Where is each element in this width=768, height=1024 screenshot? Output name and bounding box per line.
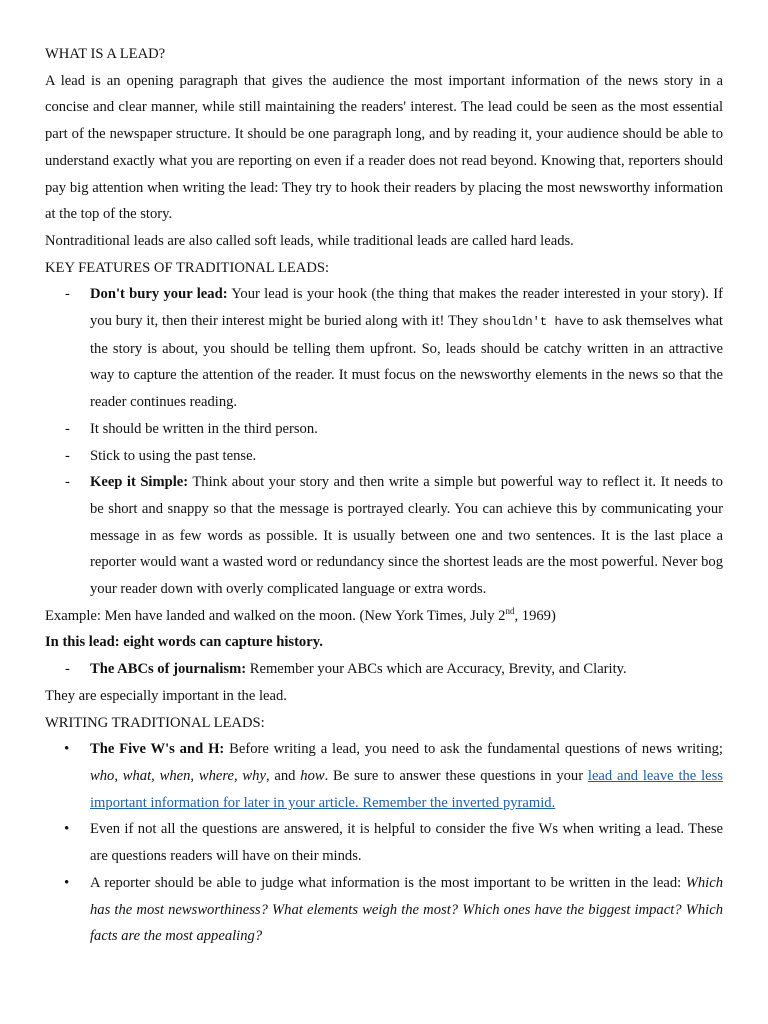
dash-marker: - (65, 661, 70, 678)
dash-marker: - (65, 474, 70, 491)
dash-marker: - (65, 420, 70, 437)
bullet-marker: • (64, 821, 70, 838)
bullet-marker: • (64, 874, 70, 891)
italic-questions: Which has the most newsworthiness? What elements weigh the most? Which ones have the biggest impact? Which facts are the most appealing? (90, 874, 723, 945)
item-text: Before writing a lead, you need to ask the fundamental questions of news writing; (224, 741, 723, 758)
item-bold-label: Keep it Simple: (90, 474, 189, 491)
inverted-pyramid-link[interactable]: lead and leave the less important information for later in your article. Remember the inverted pyramid. (90, 767, 723, 811)
dash-marker: - (65, 447, 70, 464)
heading-key-features: KEY FEATURES OF TRADITIONAL LEADS: (45, 259, 330, 276)
italic-questions: who, what, when, where, why (90, 767, 266, 784)
item-text: Stick to using the past tense. (90, 447, 257, 464)
list-item-abcs (45, 656, 723, 683)
list-item-dont-bury (45, 281, 723, 416)
dash-marker: - (65, 286, 70, 303)
monospace-phrase: shouldn't have (481, 315, 584, 330)
example-paragraph (45, 603, 723, 630)
example-text: Example: Men have landed and walked on the moon. (New York Times, July 2 (45, 607, 506, 624)
list-item-past-tense (45, 443, 723, 470)
bullet-item-five-ws (45, 736, 723, 816)
heading-writing-leads: WRITING TRADITIONAL LEADS: (45, 714, 265, 731)
bullet-marker: • (64, 741, 70, 758)
item-text: to ask themselves what the story is about, you should be telling them upfront. So, leads should be catchy written in an attractive way to capture the attention of the reader. It must focus on the newsworthy elements in the news so that the reader continues reading. (90, 313, 723, 411)
abcs-importance-paragraph: They are especially important in the lead. (45, 687, 287, 704)
item-text: Even if not all the questions are answered, it is helpful to consider the five Ws when writing a lead. These are questions readers will have on their minds. (90, 821, 723, 865)
item-text: Think about your story and then write a simple but powerful way to reflect it. It needs to be short and snappy so that the message is portrayed clearly. You can achieve this by communicating your message in as few words as possible. It is usually between one and two sentences. It is the last place a reporter would want a wasted word or redundancy since the shortest leads are the most powerful. Never bog your reader down with overly complicated language or extra words. (90, 474, 723, 598)
superscript-nd: nd (505, 605, 515, 616)
bullet-item-judge-importance (45, 870, 723, 950)
item-text: It should be written in the third person. (90, 420, 318, 437)
document-page (45, 41, 723, 950)
item-bold-label: The ABCs of journalism: (90, 661, 247, 678)
item-text: . Be sure to answer these questions in your (324, 767, 588, 784)
example-text-end: , 1969) (514, 607, 556, 624)
item-bold-label: Don't bury your lead: (90, 286, 228, 303)
bullet-item-five-ws-consider (45, 816, 723, 869)
item-text: Your lead is your hook (the thing that makes the reader interested in your story). If you bury it, then their interest might be buried along with it! They (90, 286, 723, 330)
bold-statement (45, 629, 723, 656)
list-item-keep-simple (45, 469, 723, 603)
italic-how: how (300, 767, 325, 784)
item-bold-label: The Five W's and H: (90, 741, 225, 758)
heading-what-is-a-lead: WHAT IS A LEAD? (45, 46, 166, 62)
bold-statement-text: In this lead: eight words can capture history. (45, 634, 323, 651)
item-text: A reporter should be able to judge what information is the most important to be written in the lead: (90, 874, 686, 891)
list-item-third-person (45, 416, 723, 443)
item-text: , and (265, 767, 301, 784)
soft-hard-leads-paragraph: Nontraditional leads are also called soft leads, while traditional leads are called hard leads. (45, 232, 574, 249)
lead-definition-paragraph: A lead is an opening paragraph that gives the audience the most important information of the news story in a concise and clear manner, while still maintaining the readers' interest. The lead could be seen as the most essential part of the newspaper structure. It should be one paragraph long, and by reading it, your audience should be able to understand exactly what you are reporting on even if a reader does not read beyond. Knowing that, reporters should pay big attention when writing the lead: They try to hook their readers by placing the most newsworthy information at the top of the story. (45, 72, 723, 223)
item-text: Remember your ABCs which are Accuracy, Brevity, and Clarity. (246, 661, 627, 678)
